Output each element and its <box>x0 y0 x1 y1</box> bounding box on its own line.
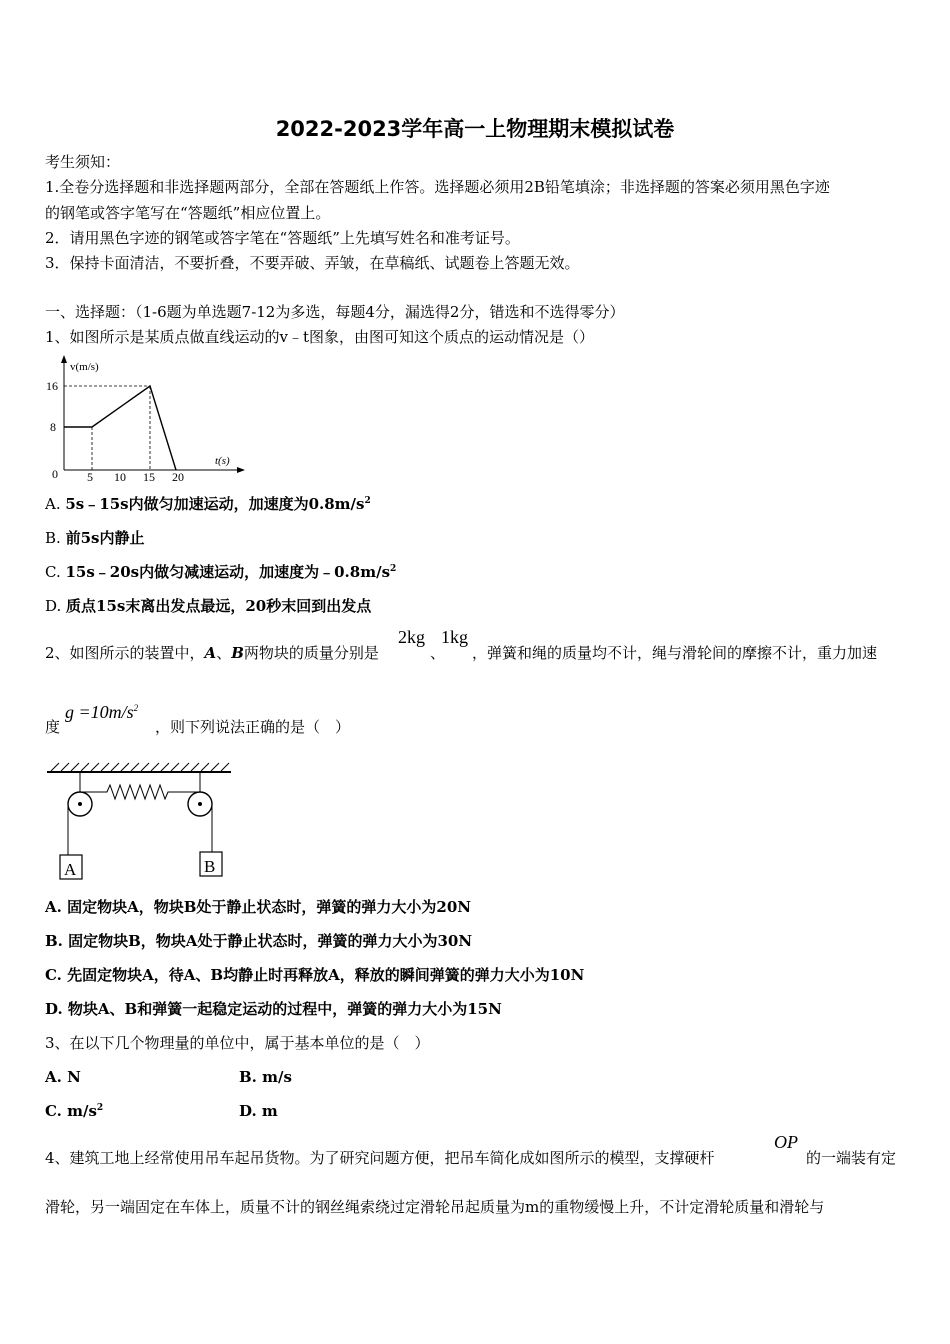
q2-gravity-expression: $g =10m/s^2$ <box>65 702 139 722</box>
q2-stem-line2-start: 度 <box>45 718 61 736</box>
q2-mass-separator: 、 <box>430 644 446 662</box>
q3-option-a: A. N <box>45 1068 81 1086</box>
q1-option-b: B. 前5s内静止 <box>45 529 145 547</box>
q3-stem: 3、在以下几个物理量的单位中，属于基本单位的是（ ） <box>45 1034 430 1052</box>
q2-option-c: C. 先固定物块A，待A、B均静止时再释放A，释放的瞬间弹簧的弹力大小为10N <box>45 966 585 984</box>
q1-option-d: D. 质点15s末离出发点最远，20秒末回到出发点 <box>45 597 372 615</box>
q1-option-a: A. 5s﹣15s内做匀加速运动，加速度为$0.8m/s^2$ <box>45 495 371 513</box>
q1-stem: 1、如图所示是某质点做直线运动的v﹣t图象，由图可知这个质点的运动情况是（） <box>45 328 595 346</box>
block-a-label: A <box>64 860 77 879</box>
q2-mass-b: 1kg <box>441 627 468 647</box>
q3-option-c: C. $m/s^2$ <box>45 1102 104 1120</box>
q2-pulley-figure <box>45 758 235 883</box>
y-tick-0: 0 <box>52 467 58 481</box>
q2-stem-line2-end: ，则下列说法正确的是（ ） <box>155 718 351 736</box>
y-tick-8: 8 <box>50 420 56 434</box>
q4-stem-line1-end: 的一端装有定 <box>806 1149 897 1167</box>
notice-heading: 考生须知： <box>45 153 121 171</box>
x-tick-10: 10 <box>114 470 126 484</box>
v-axis-label: v(m/s) <box>70 361 99 373</box>
page-title: 2022-2023学年高一上物理期末模拟试卷 <box>275 117 675 141</box>
notice-item-3: 3．保持卡面清洁，不要折叠，不要弄破、弄皱，在草稿纸、试题卷上答题无效。 <box>45 254 580 272</box>
q2-option-d: D. 物块A、B和弹簧一起稳定运动的过程中，弹簧的弹力大小为15N <box>45 1000 502 1018</box>
block-b-label: B <box>204 857 216 876</box>
section-heading: 一、选择题：（1-6题为单选题7-12为多选，每题4分，漏选得2分，错选和不选得零分） <box>45 303 625 321</box>
notice-item-2: 2．请用黑色字迹的钢笔或答字笔在“答题纸”上先填写姓名和准考证号。 <box>45 229 520 247</box>
q4-stem-line2: 滑轮，另一端固定在车体上，质量不计的钢丝绳索绕过定滑轮吊起质量为m的重物缓慢上升，不计定滑轮质量和滑轮与 <box>45 1198 825 1216</box>
x-tick-5: 5 <box>87 470 93 484</box>
t-axis-label: t(s) <box>215 455 230 467</box>
q2-mass-a: 2kg <box>398 627 425 647</box>
q3-option-b: B. m/s <box>239 1068 292 1086</box>
q1-option-c: C. 15s﹣20s内做匀减速运动，加速度为$﹣0.8m/s^2$ <box>45 563 397 581</box>
q2-option-a: A. 固定物块A，物块B处于静止状态时，弹簧的弹力大小为20N <box>45 898 471 916</box>
y-tick-16: 16 <box>46 379 58 393</box>
q3-option-d: D. m <box>239 1102 278 1120</box>
q2-stem-line1-end: ，弹簧和绳的质量均不计，绳与滑轮间的摩擦不计，重力加速 <box>472 644 878 662</box>
q2-stem-line1: 2、如图所示的装置中，A、B两物块的质量分别是 <box>45 644 379 662</box>
x-tick-20: 20 <box>172 470 184 484</box>
x-tick-15: 15 <box>143 470 155 484</box>
q2-option-b: B. 固定物块B，物块A处于静止状态时，弹簧的弹力大小为30N <box>45 932 473 950</box>
vt-curve <box>64 386 176 470</box>
spring <box>80 785 200 799</box>
notice-item-1a: 1.全卷分选择题和非选择题两部分，全部在答题纸上作答。选择题必须用2B铅笔填涂；非选择题的答案必须用黑色字迹 <box>45 178 830 196</box>
q4-stem-line1: 4、建筑工地上经常使用吊车起吊货物。为了研究问题方便，把吊车简化成如图所示的模型，支撑硬杆 <box>45 1149 715 1167</box>
notice-item-1b: 的钢笔或答字笔写在“答题纸”相应位置上。 <box>45 204 331 222</box>
q1-vt-graph <box>40 352 250 484</box>
q4-rod-op: OP <box>774 1132 798 1152</box>
